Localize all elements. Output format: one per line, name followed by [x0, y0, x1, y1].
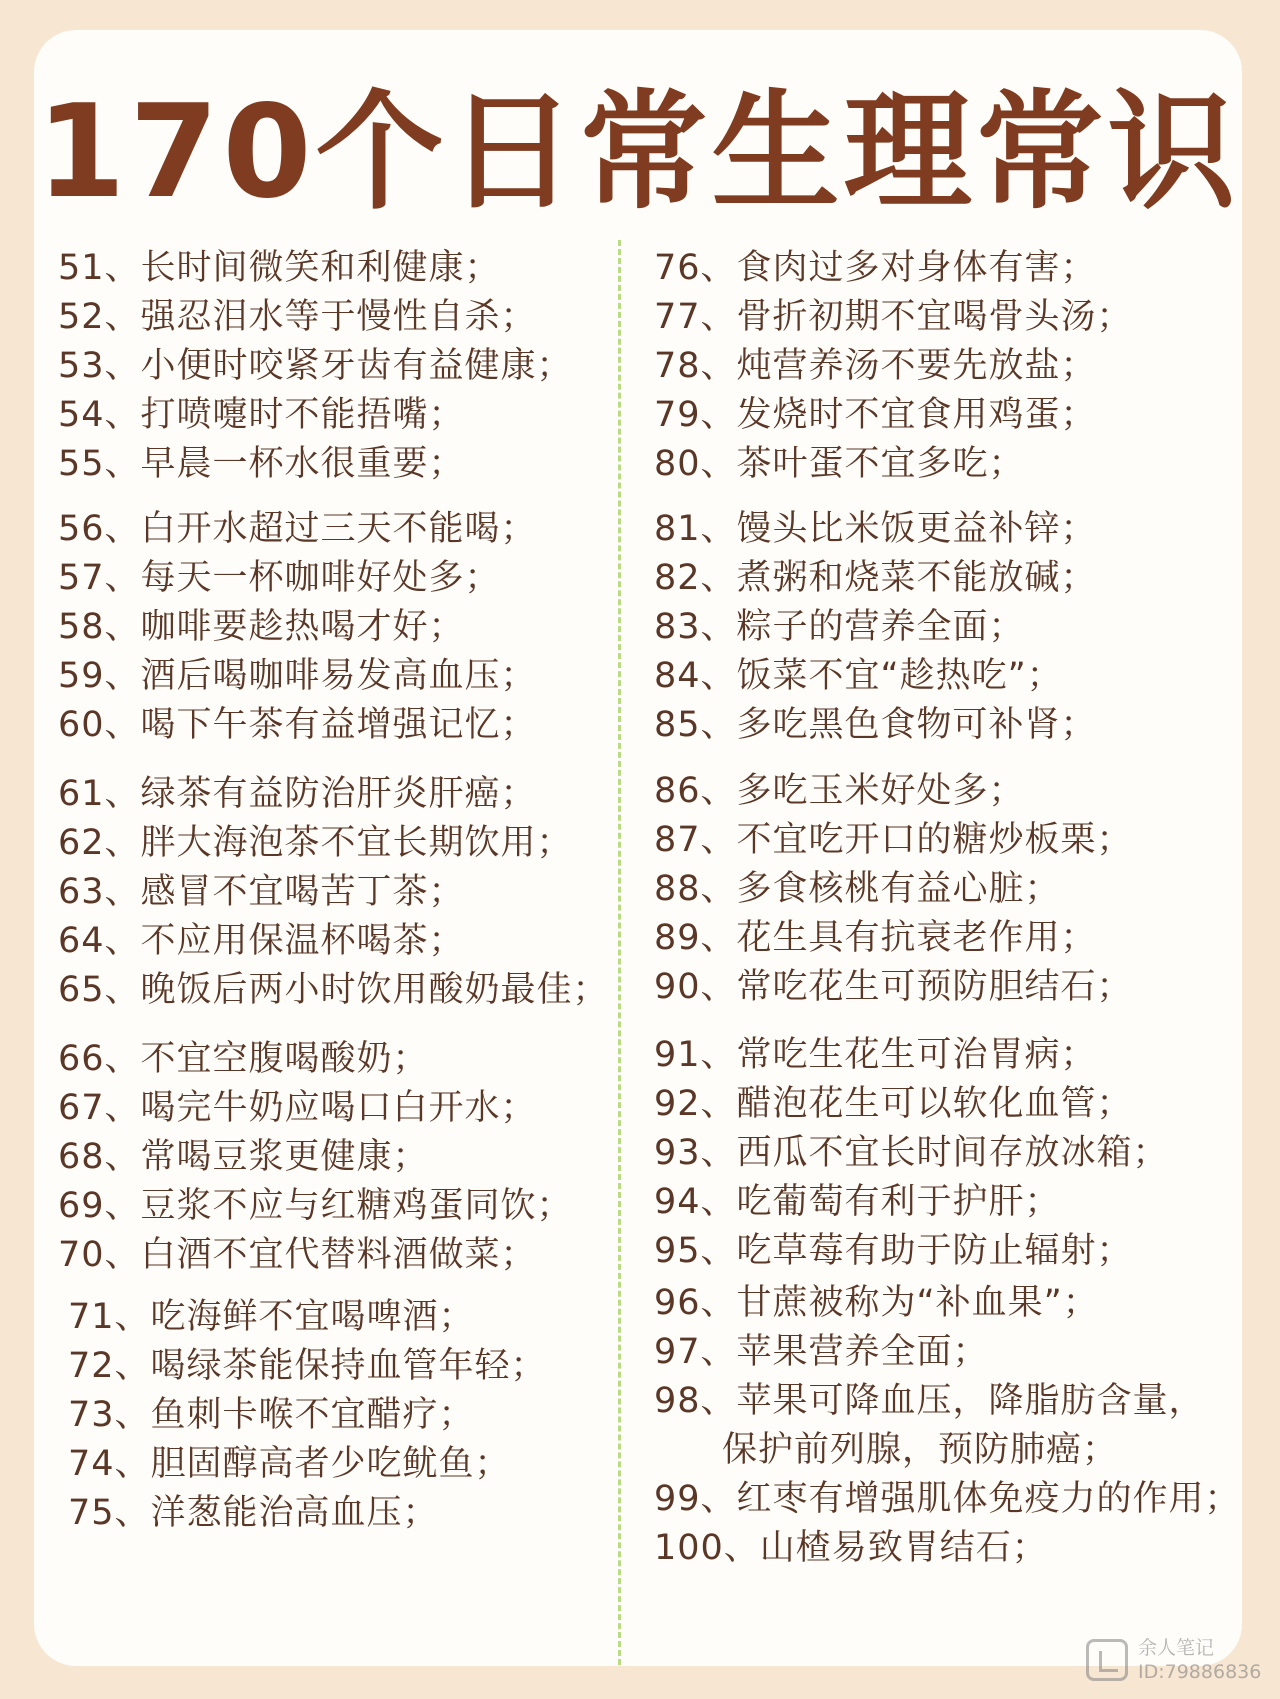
right-group-1	[654, 244, 1214, 489]
tip-item: 54、打喷嚏时不能捂嘴；	[58, 395, 465, 435]
tip-item: 80、茶叶蛋不宜多吃；	[654, 444, 1025, 484]
right-group-5	[654, 1279, 1241, 1573]
tip-item: 保护前列腺，预防肺癌；	[722, 1430, 1119, 1470]
tip-item: 67、喝完牛奶应喝口白开水；	[58, 1088, 537, 1128]
tip-item: 60、喝下午茶有益增强记忆；	[58, 705, 537, 745]
tip-item: 52、强忍泪水等于慢性自杀；	[58, 297, 537, 337]
document-icon	[1086, 1639, 1128, 1681]
tip-item: 84、饭菜不宜“趁热吃”；	[654, 656, 1063, 696]
tip-item: 53、小便时咬紧牙齿有益健康；	[58, 346, 573, 386]
tip-item: 51、长时间微笑和利健康；	[58, 248, 501, 288]
tip-item: 82、煮粥和烧菜不能放碱；	[654, 558, 1097, 598]
tip-item: 76、食肉过多对身体有害；	[654, 248, 1097, 288]
tip-item: 93、西瓜不宜长时间存放冰箱；	[654, 1133, 1169, 1173]
left-group-1	[58, 244, 618, 489]
tip-item: 72、喝绿茶能保持血管年轻；	[68, 1346, 547, 1386]
tip-item: 94、吃葡萄有利于护肝；	[654, 1182, 1061, 1222]
right-group-2	[654, 505, 1214, 750]
tip-item: 74、胆固醇高者少吃鱿鱼；	[68, 1444, 511, 1484]
tip-item: 92、醋泡花生可以软化血管；	[654, 1084, 1133, 1124]
tip-item: 81、馒头比米饭更益补锌；	[654, 509, 1097, 549]
tip-item: 66、不宜空腹喝酸奶；	[58, 1039, 429, 1079]
tip-item: 59、酒后喝咖啡易发高血压；	[58, 656, 537, 696]
tip-item: 64、不应用保温杯喝茶；	[58, 921, 465, 961]
tip-item: 71、吃海鲜不宜喝啤酒；	[68, 1297, 475, 1337]
tip-item: 78、炖营养汤不要先放盐；	[654, 346, 1097, 386]
left-group-3	[58, 770, 618, 1015]
tip-item: 56、白开水超过三天不能喝；	[58, 509, 537, 549]
tip-item: 68、常喝豆浆更健康；	[58, 1137, 429, 1177]
tip-item: 73、鱼刺卡喉不宜醋疗；	[68, 1395, 475, 1435]
tip-item: 88、多食核桃有益心脏；	[654, 869, 1061, 909]
watermark-id: ID:79886836	[1138, 1661, 1262, 1683]
left-group-5	[68, 1293, 628, 1538]
watermark-name: 余人笔记	[1138, 1637, 1215, 1659]
tip-item: 97、苹果营养全面；	[654, 1332, 989, 1372]
tip-item: 58、咖啡要趁热喝才好；	[58, 607, 465, 647]
watermark	[1086, 1631, 1266, 1691]
tip-item: 79、发烧时不宜食用鸡蛋；	[654, 395, 1097, 435]
tip-item: 63、感冒不宜喝苦丁茶；	[58, 872, 465, 912]
left-group-2	[58, 505, 618, 750]
tip-item: 77、骨折初期不宜喝骨头汤；	[654, 297, 1133, 337]
tip-item: 83、粽子的营养全面；	[654, 607, 1025, 647]
tip-item: 86、多吃玉米好处多；	[654, 771, 1025, 811]
tip-item: 65、晚饭后两小时饮用酸奶最佳；	[58, 970, 609, 1010]
content-card	[34, 30, 1242, 1666]
tip-item: 90、常吃花生可预防胆结石；	[654, 967, 1133, 1007]
tip-item: 99、红枣有增强肌体免疫力的作用；	[654, 1479, 1241, 1519]
tip-item: 100、山楂易致胃结石；	[654, 1528, 1048, 1568]
tip-item: 91、常吃生花生可治胃病；	[654, 1035, 1097, 1075]
tip-item: 98、苹果可降血压，降脂肪含量，	[654, 1381, 1205, 1421]
tip-item: 75、洋葱能治高血压；	[68, 1493, 439, 1533]
tip-item: 55、早晨一杯水很重要；	[58, 444, 465, 484]
tip-item: 62、胖大海泡茶不宜长期饮用；	[58, 823, 573, 863]
tip-item: 87、不宜吃开口的糖炒板栗；	[654, 820, 1133, 860]
page-title: 170个日常生理常识	[36, 78, 1240, 227]
tip-item: 57、每天一杯咖啡好处多；	[58, 558, 501, 598]
tip-item: 61、绿茶有益防治肝炎肝癌；	[58, 774, 537, 814]
tip-item: 70、白酒不宜代替料酒做菜；	[58, 1235, 537, 1275]
tip-item: 85、多吃黑色食物可补肾；	[654, 705, 1097, 745]
tip-item: 95、吃草莓有助于防止辐射；	[654, 1231, 1133, 1271]
tip-item: 96、甘蔗被称为“补血果”；	[654, 1283, 1099, 1323]
right-group-4	[654, 1031, 1214, 1276]
tip-item: 69、豆浆不应与红糖鸡蛋同饮；	[58, 1186, 573, 1226]
right-group-3	[654, 767, 1214, 1012]
tip-item: 89、花生具有抗衰老作用；	[654, 918, 1097, 958]
left-group-4	[58, 1035, 618, 1280]
